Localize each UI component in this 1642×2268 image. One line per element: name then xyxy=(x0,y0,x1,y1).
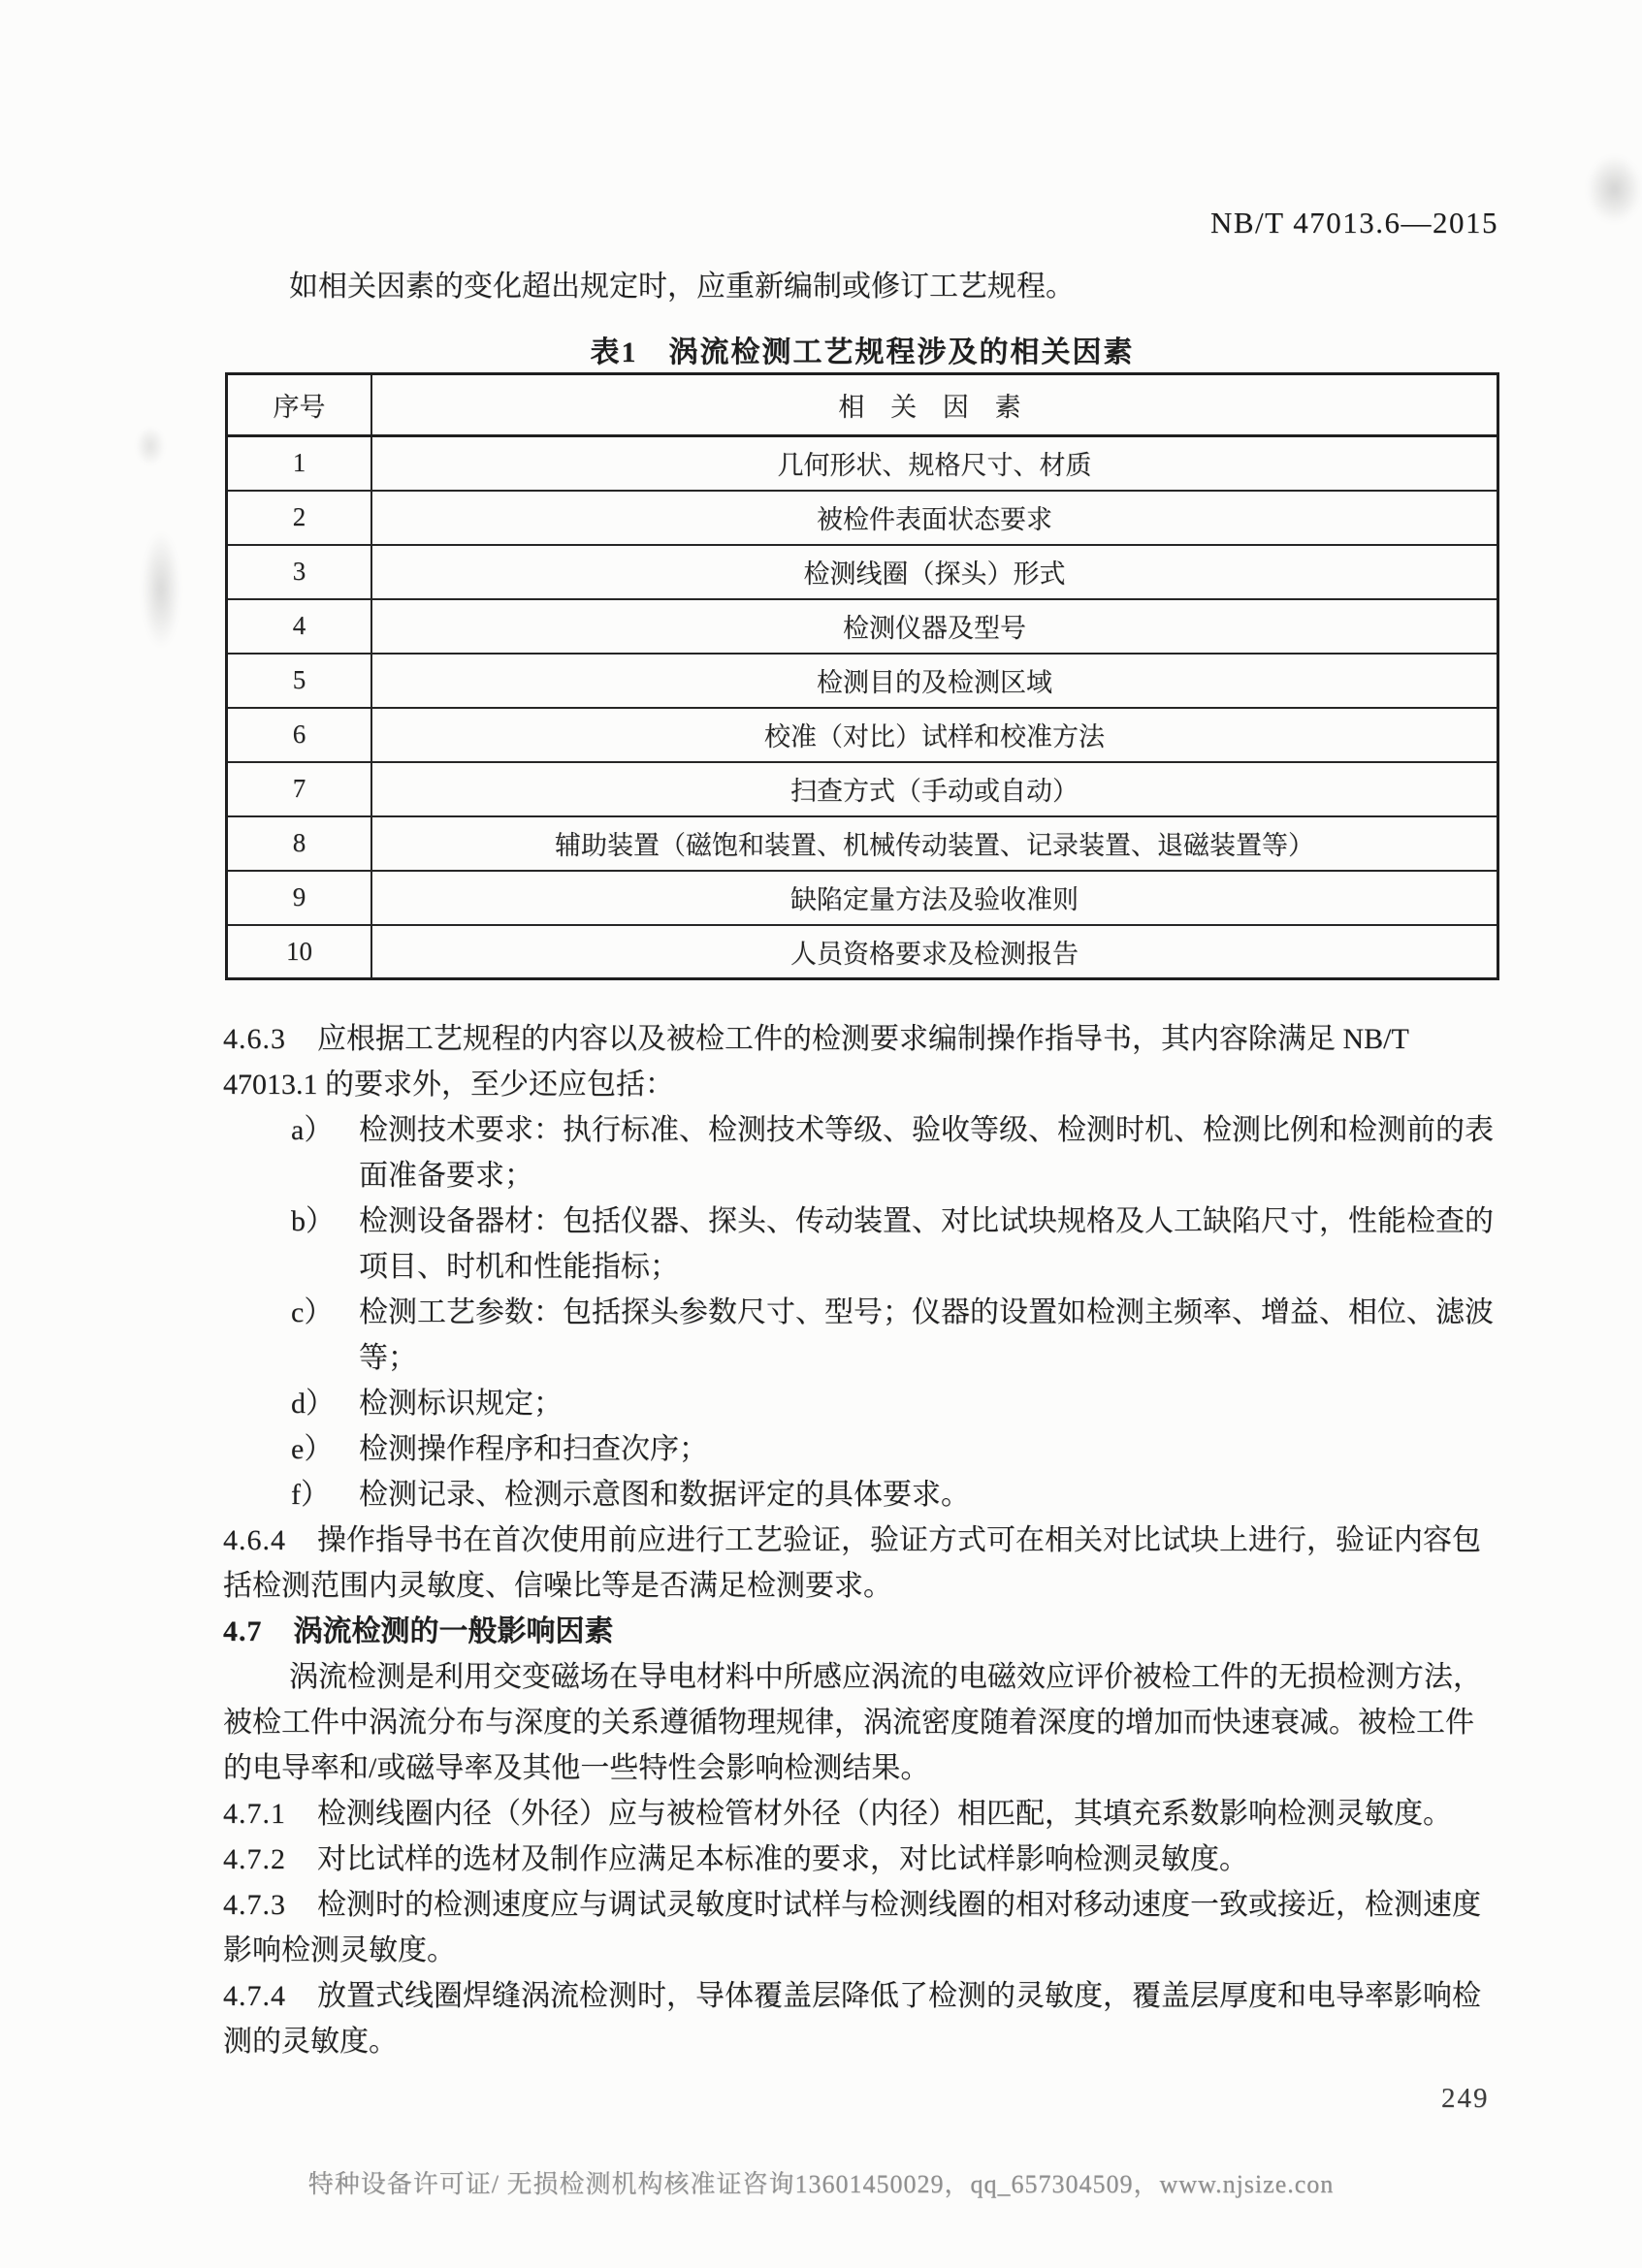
table-caption: 表1 涡流检测工艺规程涉及的相关因素 xyxy=(590,336,1135,368)
table-row xyxy=(227,654,1498,708)
section-text: 检测技术要求：执行标准、检测技术等级、验收等级、检测时机、检测比例和检测前的表面准备要求； xyxy=(359,1114,1494,1192)
row-factor: 人员资格要求及检测报告 xyxy=(371,925,1498,979)
row-seq: 2 xyxy=(227,491,372,545)
section-text: 应根据工艺规程的内容以及被检工件的检测要求编制操作指导书，其内容除满足 NB/T 47013.1 的要求外，至少还应包括： xyxy=(223,1023,1409,1101)
table-row xyxy=(227,762,1498,816)
section-clause xyxy=(223,1517,1501,1609)
section-item xyxy=(223,1290,1501,1381)
table-row xyxy=(227,436,1498,491)
section-text: 检测记录、检测示意图和数据评定的具体要求。 xyxy=(359,1479,970,1511)
section-text: 操作指导书在首次使用前应进行工艺验证，验证方式可在相关对比试块上进行，验证内容包括检测范围内灵敏度、信噪比等是否满足检测要求。 xyxy=(223,1524,1481,1602)
scan-artifact xyxy=(142,531,180,648)
intro-paragraph: 如相关因素的变化超出规定时，应重新编制或修订工艺规程。 xyxy=(289,271,1075,303)
row-seq: 8 xyxy=(227,816,372,871)
scan-artifact xyxy=(136,427,165,465)
row-seq: 5 xyxy=(227,654,372,708)
table-body xyxy=(227,436,1498,979)
footer-watermark: 特种设备许可证/ 无损检测机构核准证咨询13601450029，qq_657304509，www.njsize.con xyxy=(307,2170,1335,2198)
section-item xyxy=(223,1426,1501,1472)
clause-number: 4.7.1 xyxy=(223,1798,286,1830)
section-text: 检测工艺参数：包括探头参数尺寸、型号；仪器的设置如检测主频率、增益、相位、滤波等； xyxy=(359,1296,1494,1374)
section-text: 涡流检测的一般影响因素 xyxy=(293,1615,614,1647)
section-text: 检测操作程序和扫查次序； xyxy=(359,1433,708,1465)
table-row xyxy=(227,599,1498,654)
clause-number: 4.6.3 xyxy=(223,1023,286,1055)
header-doc-number: NB/T 47013.6—2015 xyxy=(1209,206,1498,240)
row-seq: 1 xyxy=(227,436,372,491)
section-para xyxy=(223,1654,1501,1791)
table-head xyxy=(227,374,1498,436)
section-text: 涡流检测是利用交变磁场在导电材料中所感应涡流的电磁效应评价被检工件的无损检测方法，被检工件中涡流分布与深度的关系遵循物理规律，涡流密度随着深度的增加而快速衰减。被检工件的电导率和/或磁导率及其他一些特性会影响检测结果。 xyxy=(223,1661,1482,1784)
item-label: d） xyxy=(291,1388,335,1420)
row-factor: 检测线圈（探头）形式 xyxy=(371,545,1498,599)
clause-number: 4.7.4 xyxy=(223,1980,286,2012)
scan-artifact xyxy=(1587,155,1642,223)
related-factors-table xyxy=(225,372,1499,980)
clause-number: 4.6.4 xyxy=(223,1524,286,1556)
page-number: 249 xyxy=(1441,2083,1490,2114)
section-clause xyxy=(223,1837,1501,1882)
clause-number: 4.7.3 xyxy=(223,1889,286,1921)
section-text: 检测标识规定； xyxy=(359,1388,563,1420)
table-header-seq: 序号 xyxy=(227,374,372,436)
table-header-factor: 相 关 因 素 xyxy=(371,374,1498,436)
table-row xyxy=(227,708,1498,762)
item-label: a） xyxy=(291,1114,334,1146)
row-seq: 9 xyxy=(227,871,372,925)
table-row xyxy=(227,925,1498,979)
section-clause xyxy=(223,1016,1501,1107)
section-item xyxy=(223,1107,1501,1198)
row-seq: 10 xyxy=(227,925,372,979)
section-text: 检测线圈内径（外径）应与被检管材外径（内径）相匹配，其填充系数影响检测灵敏度。 xyxy=(317,1798,1452,1830)
section-item xyxy=(223,1198,1501,1290)
table-row xyxy=(227,816,1498,871)
section-item xyxy=(223,1381,1501,1426)
table-row xyxy=(227,871,1498,925)
item-label: f） xyxy=(291,1479,330,1511)
row-factor: 缺陷定量方法及验收准则 xyxy=(371,871,1498,925)
row-factor: 几何形状、规格尺寸、材质 xyxy=(371,436,1498,491)
row-factor: 被检件表面状态要求 xyxy=(371,491,1498,545)
section-heading xyxy=(223,1609,1501,1654)
row-factor: 扫查方式（手动或自动） xyxy=(371,762,1498,816)
row-factor: 校准（对比）试样和校准方法 xyxy=(371,708,1498,762)
clause-number: 4.7.2 xyxy=(223,1843,286,1875)
table-header-row xyxy=(227,374,1498,436)
section-clause xyxy=(223,1791,1501,1837)
body-sections xyxy=(223,1016,1501,2064)
row-factor: 辅助装置（磁饱和装置、机械传动装置、记录装置、退磁装置等） xyxy=(371,816,1498,871)
section-clause xyxy=(223,1973,1501,2064)
clause-number: 4.7 xyxy=(223,1615,263,1647)
section-item xyxy=(223,1472,1501,1517)
row-seq: 6 xyxy=(227,708,372,762)
item-label: e） xyxy=(291,1433,334,1465)
table-row xyxy=(227,491,1498,545)
section-clause xyxy=(223,1882,1501,1973)
section-text: 放置式线圈焊缝涡流检测时，导体覆盖层降低了检测的灵敏度，覆盖层厚度和电导率影响检测的灵敏度。 xyxy=(223,1980,1481,2058)
row-factor: 检测目的及检测区域 xyxy=(371,654,1498,708)
section-text: 检测设备器材：包括仪器、探头、传动装置、对比试块规格及人工缺陷尺寸，性能检查的项目、时机和性能指标； xyxy=(359,1205,1494,1283)
row-seq: 3 xyxy=(227,545,372,599)
item-label: c） xyxy=(291,1296,334,1328)
row-seq: 7 xyxy=(227,762,372,816)
row-factor: 检测仪器及型号 xyxy=(371,599,1498,654)
item-label: b） xyxy=(291,1205,335,1237)
section-text: 检测时的检测速度应与调试灵敏度时试样与检测线圈的相对移动速度一致或接近，检测速度影响检测灵敏度。 xyxy=(223,1889,1481,1966)
row-seq: 4 xyxy=(227,599,372,654)
table-row xyxy=(227,545,1498,599)
section-text: 对比试样的选材及制作应满足本标准的要求，对比试样影响检测灵敏度。 xyxy=(317,1843,1248,1875)
